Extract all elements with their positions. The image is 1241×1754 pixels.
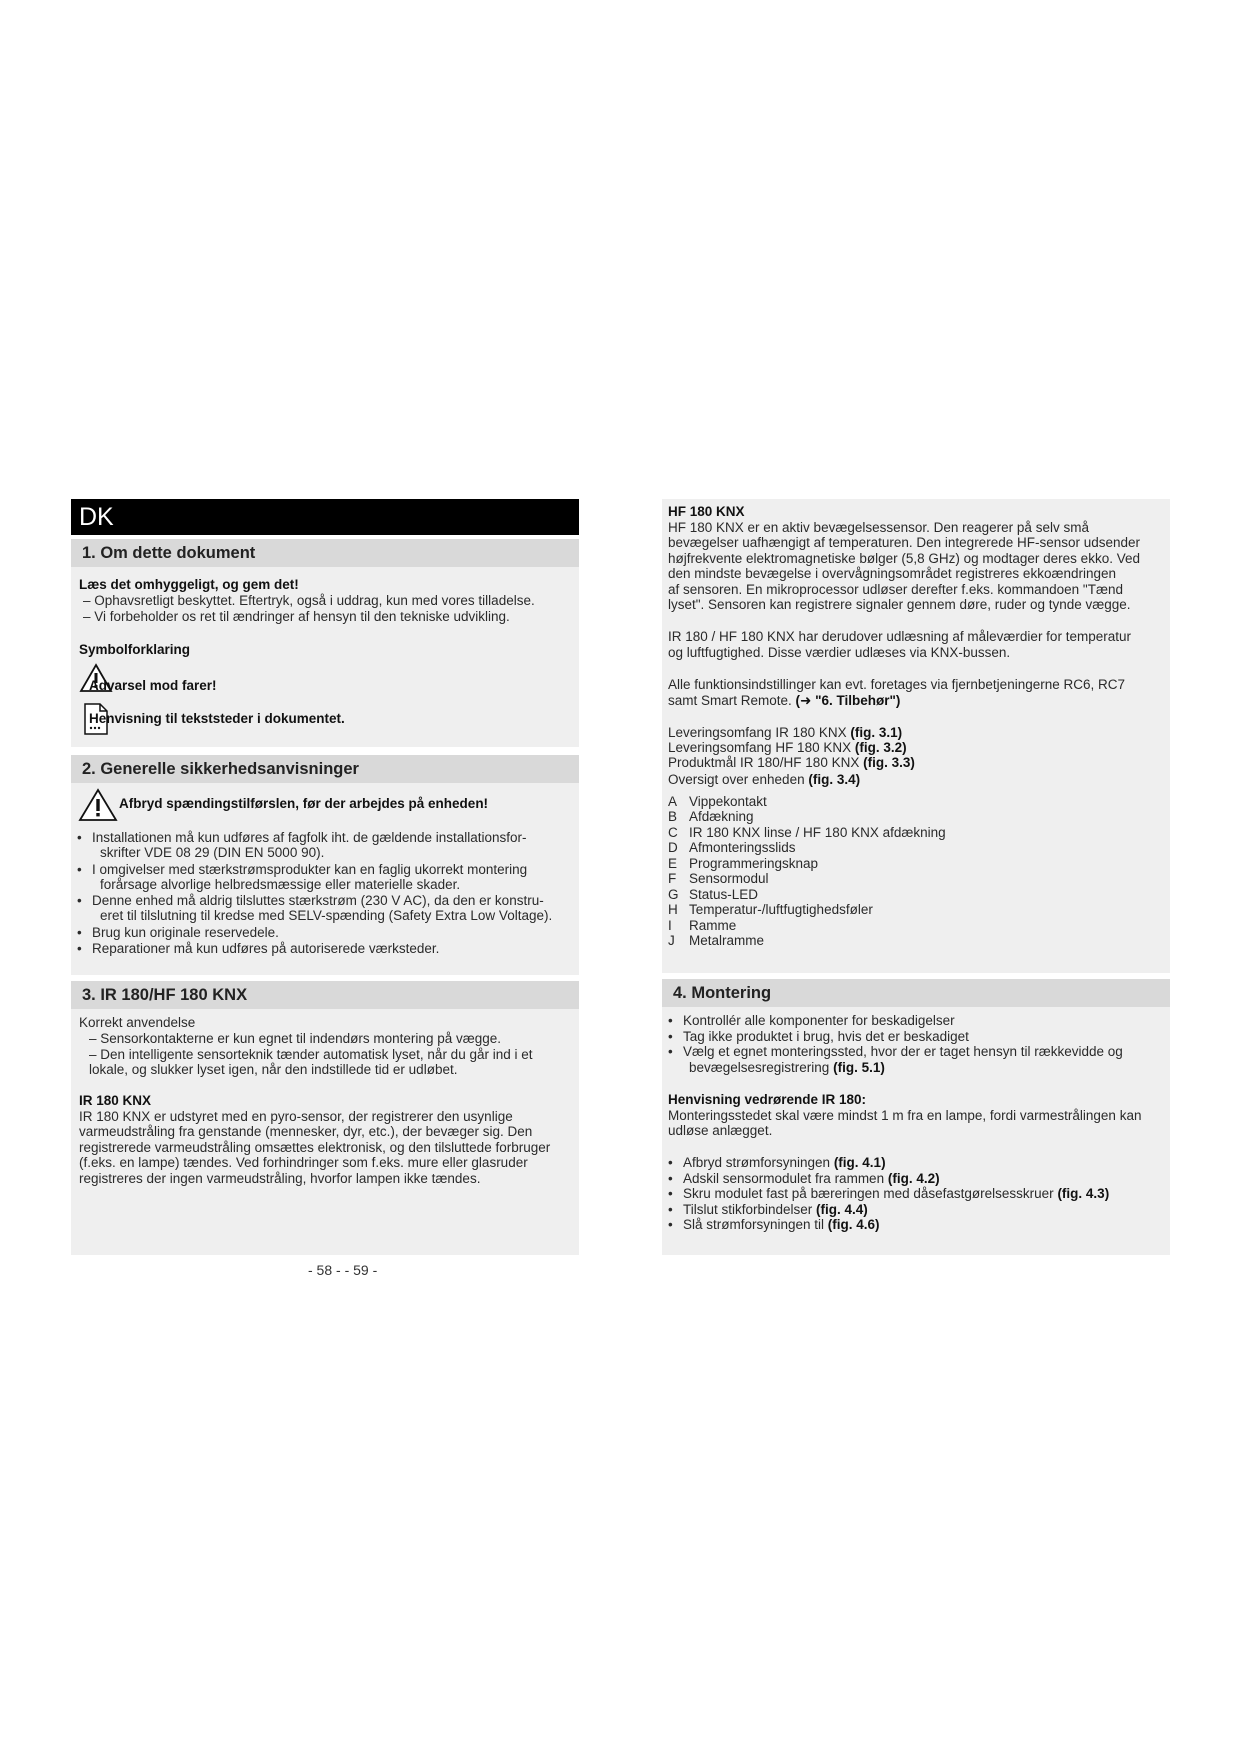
part-item: F Sensormodul — [668, 871, 769, 886]
ir-line: registrerede varmeudstråling omsættes elektronisk, og den tilsluttede forbruger — [79, 1140, 551, 1155]
use-line: – Sensorkontakterne er kun egnet til indendørs montering på vægge. — [89, 1031, 501, 1046]
read-line-2: – Vi forbeholder os ret til ændringer af hensyn til den tekniske udvikling. — [83, 609, 510, 624]
hf-line: den mindste bevægelse i overvågningsområdet registreres ekkoændringen — [668, 566, 1116, 581]
safety-bullet: • Installationen må kun udføres af fagfolk iht. de gældende installationsfor- — [77, 830, 527, 845]
use-line: – Den intelligente sensorteknik tænder automatisk lyset, når du går ind i et — [89, 1047, 533, 1062]
part-item: D Afmonteringsslids — [668, 840, 796, 855]
hf-line: HF 180 KNX er en aktiv bevægelsessensor. Den reagerer på selv små — [668, 520, 1089, 535]
section-3-panel — [71, 981, 579, 1255]
part-item: A Vippekontakt — [668, 794, 767, 809]
safety-bullet-cont: forårsage alvorlige helbredsmæssige eller materielle skader. — [100, 877, 461, 892]
reference-label: Henvisning til tekststeder i dokumentet. — [89, 711, 345, 726]
section-2-warning: Afbryd spændingstilførslen, før der arbejdes på enheden! — [119, 796, 489, 811]
hf-line: bevægelser uafhængigt af temperaturen. Den integrerede HF-sensor udsender — [668, 535, 1141, 550]
read-line-1: – Ophavsretligt beskyttet. Eftertryk, også i uddrag, kun med vores tilladelse. — [83, 593, 535, 608]
read-title: Læs det omhyggeligt, og gem det! — [79, 577, 299, 592]
section-3-title: 3. IR 180/HF 180 KNX — [71, 981, 579, 1009]
step-item: • Adskil sensormodulet fra rammen (fig. 4.2) — [668, 1171, 940, 1186]
use-line: lokale, og slukker lyset igen, når den indstillede tid er udløbet. — [89, 1062, 458, 1077]
part-item: B Afdækning — [668, 809, 754, 824]
section-4-title: 4. Montering — [662, 979, 1170, 1007]
step-item: • Tilslut stikforbindelser (fig. 4.4) — [668, 1202, 868, 1217]
safety-bullet-cont: skrifter VDE 08 29 (DIN EN 5000 90). — [100, 845, 325, 860]
func-line: samt Smart Remote. (➜ "6. Tilbehør") — [668, 693, 901, 708]
safety-bullet: • Reparationer må kun udføres på autoriserede værksteder. — [77, 941, 440, 956]
fig-line: Leveringsomfang IR 180 KNX (fig. 3.1) — [668, 725, 903, 740]
fig-line: Leveringsomfang HF 180 KNX (fig. 3.2) — [668, 740, 907, 755]
check-item: • Vælg et egnet monteringssted, hvor der er taget hensyn til rækkevidde og — [668, 1044, 1123, 1059]
part-item: G Status-LED — [668, 887, 759, 902]
ir-line: (f.eks. en lampe) tændes. Ved forhindringer som f.eks. mure eller glasruder — [79, 1155, 528, 1170]
hf-line: højfrekvente elektromagnetiske bølger (5,8 GHz) og modtager deres ekko. Ved — [668, 551, 1140, 566]
safety-bullet-cont: eret til tilslutning til kredse med SELV-spænding (Safety Extra Low Voltage). — [100, 908, 553, 923]
measure-line: og luftfugtighed. Disse værdier udlæses via KNX-bussen. — [668, 645, 1011, 660]
check-item-cont: bevægelsesregistrering (fig. 5.1) — [689, 1060, 885, 1075]
hf-line: lyset". Sensoren kan registrere signaler gennem døre, ruder og tynde vægge. — [668, 597, 1131, 612]
ir-title: IR 180 KNX — [79, 1093, 152, 1108]
part-item: J Metalramme — [668, 933, 765, 948]
func-line: Alle funktionsindstillinger kan evt. foretages via fjernbetjeningerne RC6, RC7 — [668, 677, 1125, 692]
section-2-panel — [71, 755, 579, 975]
fig-line: Oversigt over enheden (fig. 3.4) — [668, 772, 861, 787]
hf-title: HF 180 KNX — [668, 504, 745, 519]
note-line: Monteringsstedet skal være mindst 1 m fra en lampe, fordi varmestrålingen kan — [668, 1108, 1142, 1123]
warning-icon — [78, 788, 118, 822]
measure-line: IR 180 / HF 180 KNX har derudover udlæsning af måleværdier for temperatur — [668, 629, 1131, 644]
hf-panel — [662, 499, 1170, 973]
warning-label: Advarsel mod farer! — [89, 678, 217, 693]
note-title: Henvisning vedrørende IR 180: — [668, 1092, 867, 1107]
symbol-title: Symbolforklaring — [79, 642, 191, 657]
safety-bullet: • Brug kun originale reservedele. — [77, 925, 279, 940]
part-item: H Temperatur-/luftfugtighedsføler — [668, 902, 873, 917]
step-item: • Slå strømforsyningen til (fig. 4.6) — [668, 1217, 880, 1232]
safety-bullet: • Denne enhed må aldrig tilsluttes stærkstrøm (230 V AC), da den er konstru- — [77, 893, 544, 908]
ir-line: varmeudstråling fra genstande (mennesker, dyr, etc.), der bevæger sig. Den — [79, 1124, 533, 1139]
check-item: • Tag ikke produktet i brug, hvis det er beskadiget — [668, 1029, 969, 1044]
section-4-panel — [662, 979, 1170, 1255]
safety-bullet: • I omgivelser med stærkstrømsprodukter kan en faglig ukorrekt montering — [77, 862, 528, 877]
hf-line: af sensoren. En mikroprocessor udløser derefter f.eks. kommandoen "Tænd — [668, 582, 1123, 597]
step-item: • Skru modulet fast på bæreringen med dåsefastgørelsesskruer (fig. 4.3) — [668, 1186, 1110, 1201]
ir-line: IR 180 KNX er udstyret med en pyro-sensor, der registrerer den usynlige — [79, 1109, 513, 1124]
language-label: DK — [71, 499, 579, 535]
note-line: udløse anlægget. — [668, 1123, 773, 1138]
section-1-title: 1. Om dette dokument — [71, 539, 579, 567]
check-item: • Kontrollér alle komponenter for beskadigelser — [668, 1013, 955, 1028]
part-item: C IR 180 KNX linse / HF 180 KNX afdækning — [668, 825, 946, 840]
accessories-ref: (➜ "6. Tilbehør") — [795, 693, 901, 708]
page-numbers: - 58 - - 59 - — [308, 1262, 378, 1278]
section-2-title: 2. Generelle sikkerhedsanvisninger — [71, 755, 579, 783]
ir-line: registreres der ingen varmeudstråling, hvorfor lampen ikke tændes. — [79, 1171, 481, 1186]
section-1-panel — [71, 539, 579, 747]
part-item: I Ramme — [668, 918, 737, 933]
fig-line: Produktmål IR 180/HF 180 KNX (fig. 3.3) — [668, 755, 915, 770]
part-item: E Programmeringsknap — [668, 856, 819, 871]
step-item: • Afbryd strømforsyningen (fig. 4.1) — [668, 1155, 886, 1170]
use-title: Korrekt anvendelse — [79, 1015, 196, 1030]
